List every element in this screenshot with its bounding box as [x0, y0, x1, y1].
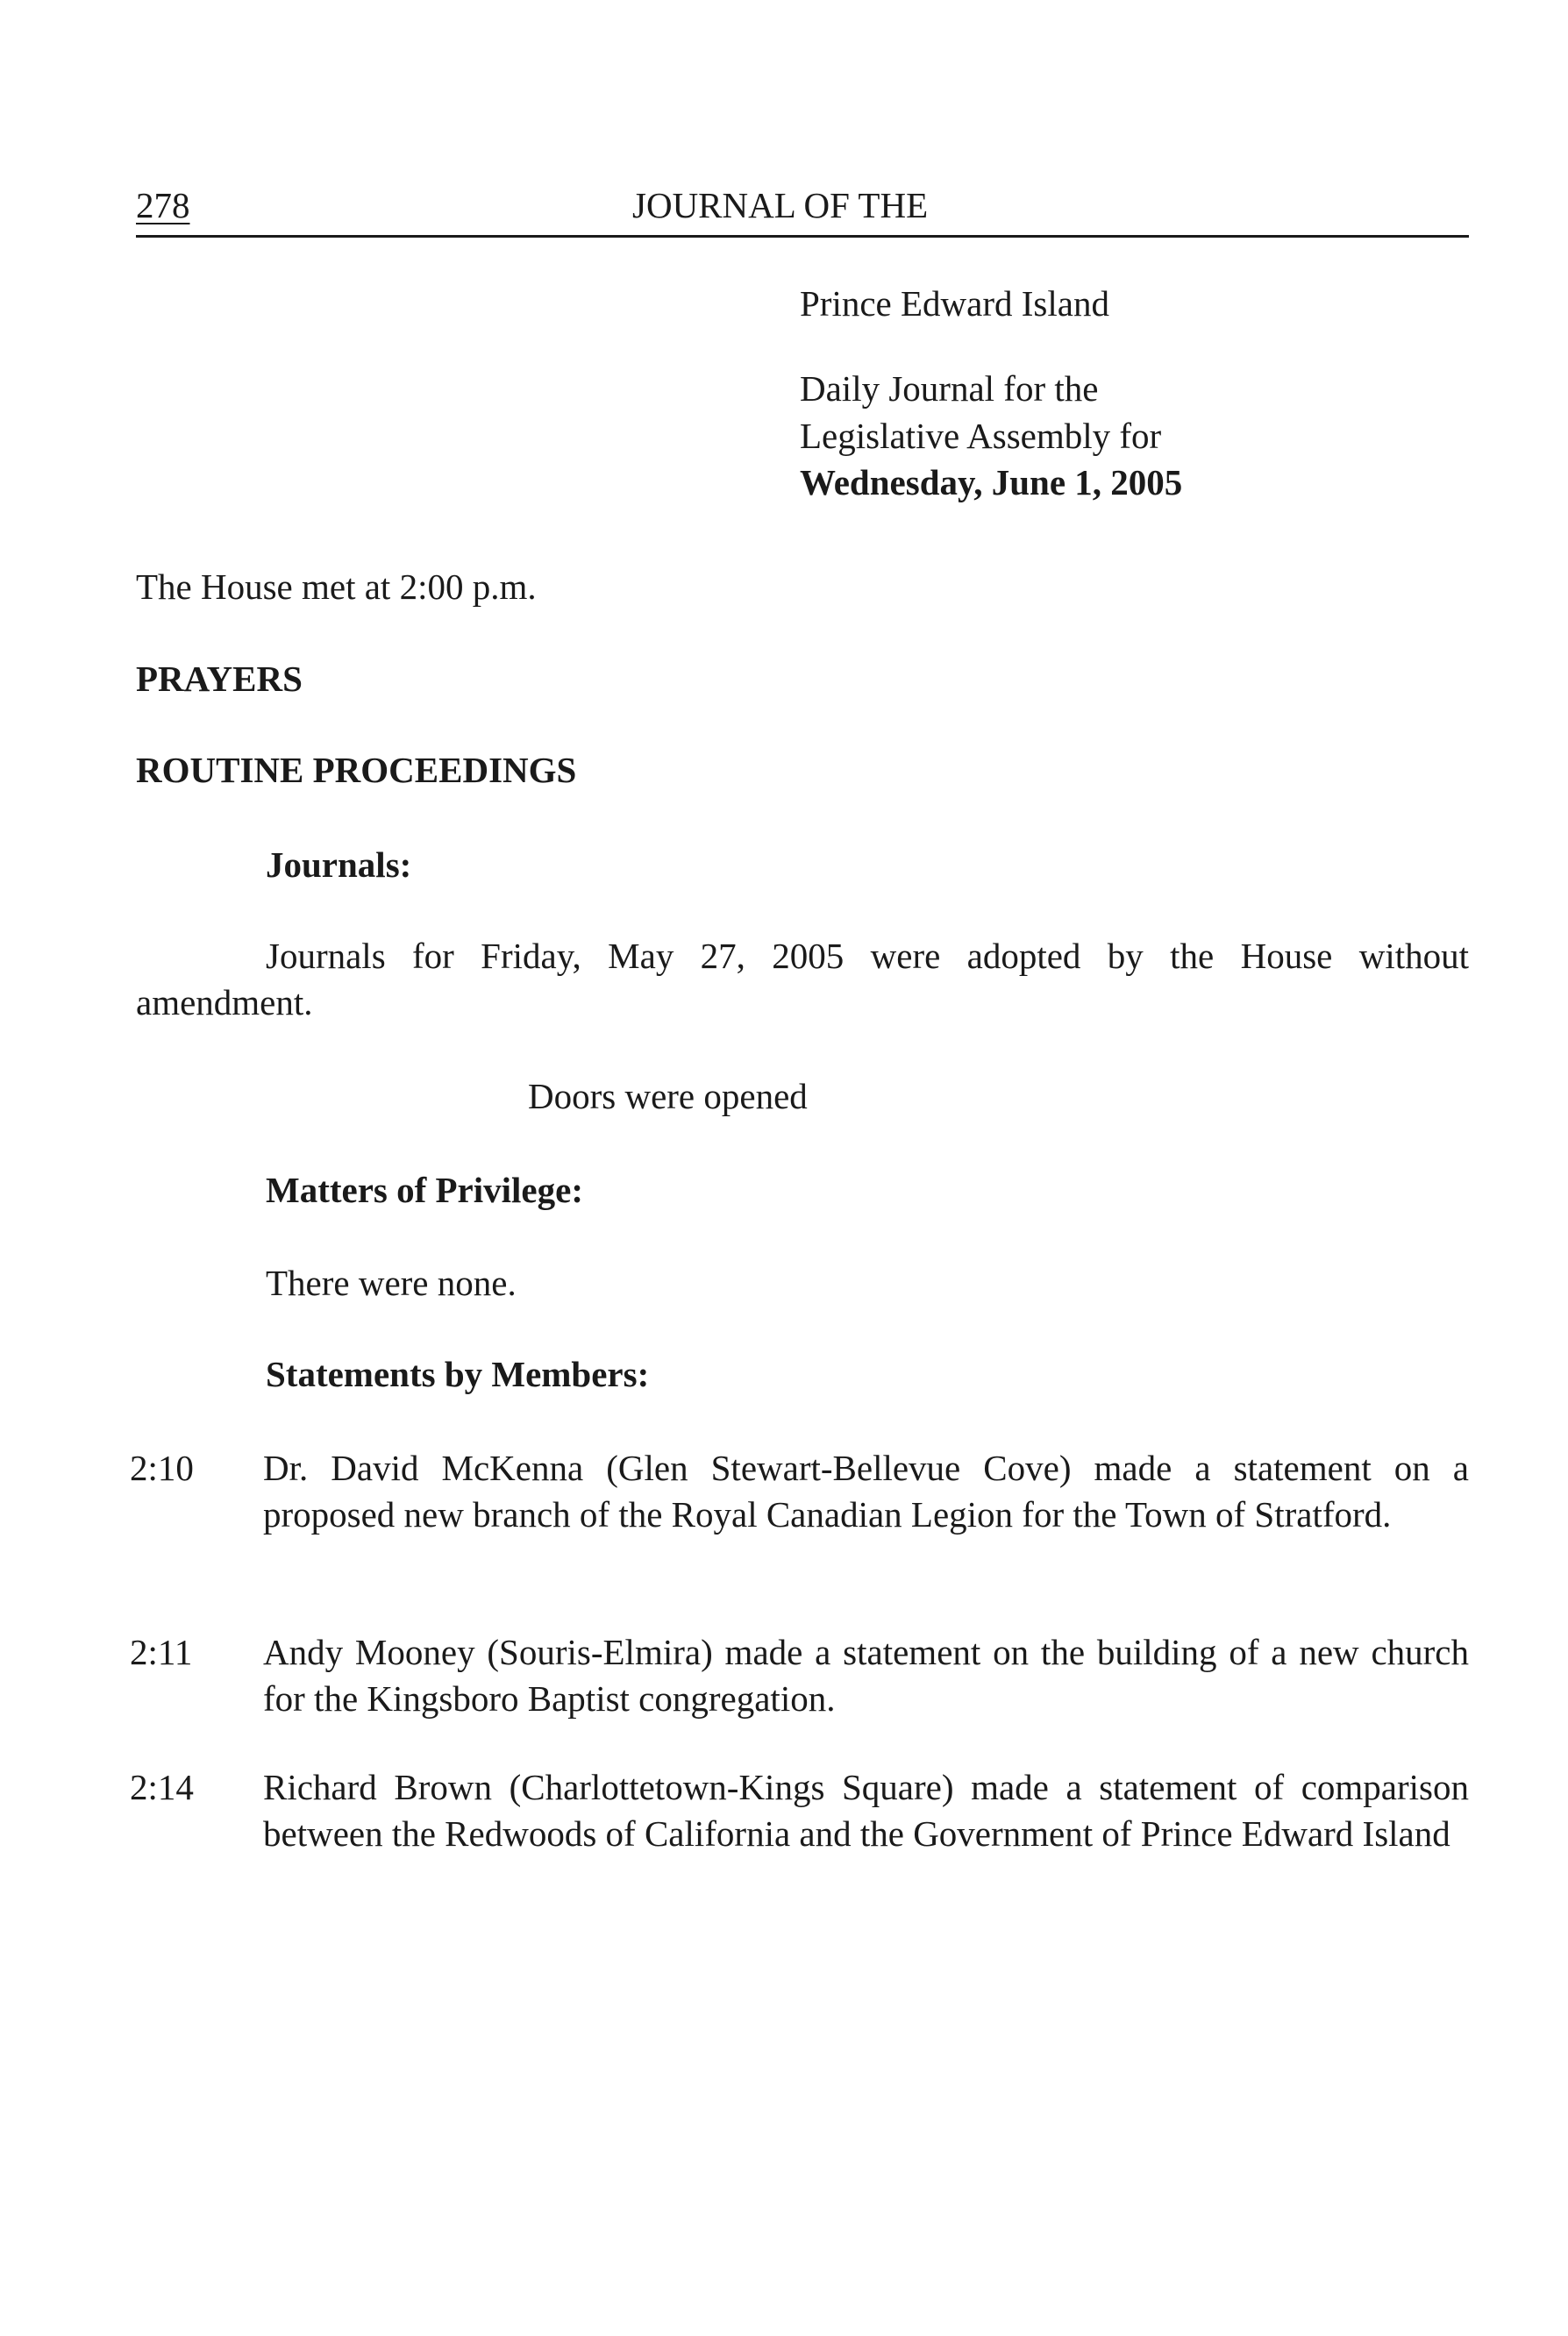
- journals-paragraph: [136, 933, 1469, 1027]
- statement-text: Dr. David McKenna (Glen Stewart-Bellevue Cove) made a statement on a proposed new branch of the Royal Canadian Legion for the Town of Stratford.: [263, 1448, 1469, 1535]
- statement-text: Andy Mooney (Souris-Elmira) made a statement on the building of a new church for the Kingsboro Baptist congregation.: [263, 1632, 1469, 1720]
- statements-heading: Statements by Members:: [266, 1354, 650, 1394]
- opening-line: The House met at 2:00 p.m.: [136, 566, 537, 607]
- privilege-text: There were none.: [266, 1263, 517, 1303]
- privilege-heading: Matters of Privilege:: [266, 1170, 583, 1210]
- statement-text: Richard Brown (Charlottetown-Kings Square) made a statement of comparison between the Redwoods of California and the Government of Prince Edward Island: [263, 1767, 1469, 1855]
- journals-text-line-2: amendment.: [136, 982, 313, 1023]
- sitting-date: Wednesday, June 1, 2005: [800, 461, 1183, 502]
- statement-time: 2:14: [130, 1767, 194, 1807]
- masthead-line-1: Daily Journal for the: [800, 368, 1099, 410]
- running-title: JOURNAL OF THE: [632, 185, 929, 225]
- prayers-heading: PRAYERS: [136, 659, 303, 699]
- province-name: Prince Edward Island: [800, 283, 1109, 324]
- statement-time: 2:10: [130, 1448, 194, 1488]
- doors-opened-note: Doors were opened: [528, 1076, 808, 1116]
- page-header: [136, 182, 1469, 238]
- masthead-line-2: Legislative Assembly for: [800, 415, 1162, 456]
- statement-time: 2:11: [130, 1632, 193, 1672]
- masthead: [800, 281, 1414, 506]
- page-number: 278: [136, 185, 190, 225]
- routine-proceedings-heading: ROUTINE PROCEEDINGS: [136, 750, 577, 790]
- journals-heading: Journals:: [266, 844, 412, 885]
- journals-text-line-1: Journals for Friday, May 27, 2005 were adopted by the House without: [266, 936, 1469, 976]
